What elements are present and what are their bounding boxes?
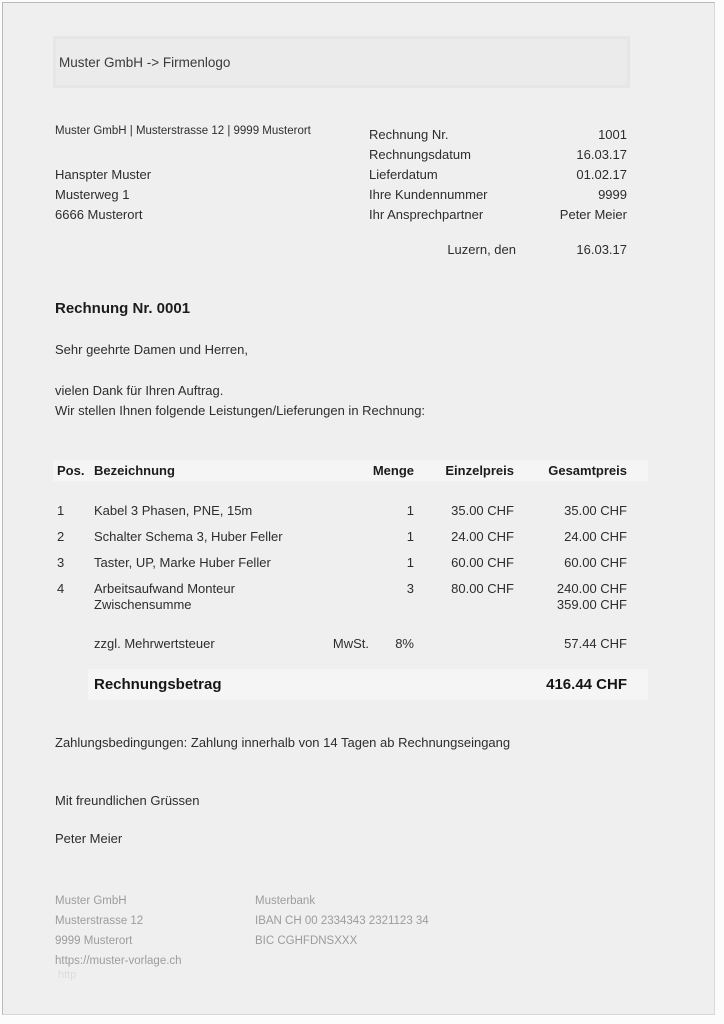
closing-signature-name: Peter Meier xyxy=(55,831,123,846)
closing-greeting: Mit freundlichen Grüssen xyxy=(55,793,200,808)
item-description: Arbeitsaufwand Monteur xyxy=(94,580,235,596)
item-pos: 1 xyxy=(57,502,65,518)
invoice-meta-block xyxy=(369,125,627,225)
footer-company-column xyxy=(55,891,255,971)
header-description: Bezeichnung xyxy=(94,463,175,478)
intro-paragraph xyxy=(55,381,425,420)
subtotal-label: Zwischensumme xyxy=(94,597,192,612)
contact-person-value: Peter Meier xyxy=(559,207,627,222)
customer-number-label: Ihre Kundennummer xyxy=(369,187,488,202)
item-total-price: 24.00 CHF xyxy=(564,528,627,544)
vat-value: 57.44 CHF xyxy=(564,636,627,651)
item-pos: 4 xyxy=(57,580,65,596)
meta-row-delivery-date xyxy=(369,165,627,185)
faint-watermark-text: http xyxy=(58,969,77,981)
invoice-number-label: Rechnung Nr. xyxy=(369,127,449,142)
item-pos: 3 xyxy=(57,554,65,570)
footer-website-link[interactable]: https://muster-vorlage.ch xyxy=(55,955,182,967)
footer-bank-iban: IBAN CH 00 2334343 2321123 34 xyxy=(255,915,429,927)
item-total-price: 240.00 CHF xyxy=(556,580,627,596)
items-table-body xyxy=(57,497,627,601)
footer-company-name: Muster GmbH xyxy=(55,895,127,907)
invoice-date-value: 16.03.17 xyxy=(576,147,627,162)
meta-row-contact-person xyxy=(369,205,627,225)
invoice-date-label: Rechnungsdatum xyxy=(369,147,471,162)
footer-bank-bic: BIC CGHFDNSXXX xyxy=(255,935,358,947)
item-qty: 1 xyxy=(406,502,414,518)
customer-number-value: 9999 xyxy=(598,187,627,202)
item-pos: 2 xyxy=(57,528,65,544)
subtotal-row xyxy=(57,597,627,612)
item-description: Schalter Schema 3, Huber Feller xyxy=(94,528,283,544)
footer-company-street: Musterstrasse 12 xyxy=(55,915,144,927)
item-qty: 3 xyxy=(406,580,414,596)
meta-row-invoice-number xyxy=(369,125,627,145)
logo-text: Muster GmbH -> Firmenlogo xyxy=(59,54,231,70)
footer-bank-column xyxy=(255,891,555,971)
intro-line-2: Wir stellen Ihnen folgende Leistungen/Lieferungen in Rechnung: xyxy=(55,402,426,418)
item-total-price: 35.00 CHF xyxy=(564,502,627,518)
recipient-address-block xyxy=(55,165,151,225)
item-qty: 1 xyxy=(406,528,414,544)
delivery-date-label: Lieferdatum xyxy=(369,167,438,182)
footer-bank-name: Musterbank xyxy=(255,895,316,907)
vat-empty-cell xyxy=(414,636,514,651)
item-qty: 1 xyxy=(406,554,414,570)
grand-total-label: Rechnungsbetrag xyxy=(94,676,222,693)
vat-label-group xyxy=(94,636,369,651)
item-unit-price: 24.00 CHF xyxy=(451,528,514,544)
vat-label: zzgl. Mehrwertsteuer xyxy=(94,636,215,651)
footer-company-city: 9999 Musterort xyxy=(55,935,133,947)
intro-line-1: vielen Dank für Ihren Auftrag. xyxy=(55,383,224,398)
meta-row-customer-number xyxy=(369,185,627,205)
payment-terms-text: Zahlungsbedingungen: Zahlung innerhalb von 14 Tagen ab Rechnungseingang xyxy=(55,735,511,750)
place-and-date-row xyxy=(369,242,627,257)
subtotal-value: 359.00 CHF xyxy=(556,597,627,612)
vat-rate: 8% xyxy=(395,636,414,651)
item-description: Kabel 3 Phasen, PNE, 15m xyxy=(94,502,253,518)
invoice-title: Rechnung Nr. 0001 xyxy=(55,300,191,317)
header-qty: Menge xyxy=(372,463,414,478)
table-row xyxy=(57,497,627,523)
header-total-price: Gesamtpreis xyxy=(548,463,627,478)
item-unit-price: 35.00 CHF xyxy=(451,502,514,518)
subtotal-indent xyxy=(57,597,94,612)
item-unit-price: 60.00 CHF xyxy=(451,554,514,570)
place-date-label: Luzern, den xyxy=(447,242,516,257)
place-date-value: 16.03.17 xyxy=(576,242,627,257)
grand-total-value: 416.44 CHF xyxy=(546,676,627,693)
invoice-number-value: 1001 xyxy=(598,127,627,142)
vat-row xyxy=(57,636,627,651)
recipient-street: Musterweg 1 xyxy=(55,187,130,202)
item-total-price: 60.00 CHF xyxy=(564,554,627,570)
contact-person-label: Ihr Ansprechpartner xyxy=(369,207,484,222)
table-row xyxy=(57,549,627,575)
invoice-page xyxy=(2,2,715,1015)
delivery-date-value: 01.02.17 xyxy=(576,167,627,182)
vat-tax-label: MwSt. xyxy=(332,636,369,651)
items-table-header xyxy=(53,460,648,481)
footer xyxy=(55,891,555,971)
company-logo-placeholder xyxy=(53,36,630,88)
vat-indent xyxy=(57,636,94,651)
item-unit-price: 80.00 CHF xyxy=(451,580,514,596)
grand-total-row xyxy=(88,669,648,700)
item-description: Taster, UP, Marke Huber Feller xyxy=(94,554,271,570)
recipient-city: 6666 Musterort xyxy=(55,207,143,222)
salutation-text: Sehr geehrte Damen und Herren, xyxy=(55,342,248,357)
meta-row-invoice-date xyxy=(369,145,627,165)
sender-address-line: Muster GmbH | Musterstrasse 12 | 9999 Musterort xyxy=(55,125,311,137)
header-unit-price: Einzelpreis xyxy=(445,463,514,478)
recipient-name: Hanspter Muster xyxy=(55,167,152,182)
table-row xyxy=(57,523,627,549)
header-pos: Pos. xyxy=(57,463,85,478)
